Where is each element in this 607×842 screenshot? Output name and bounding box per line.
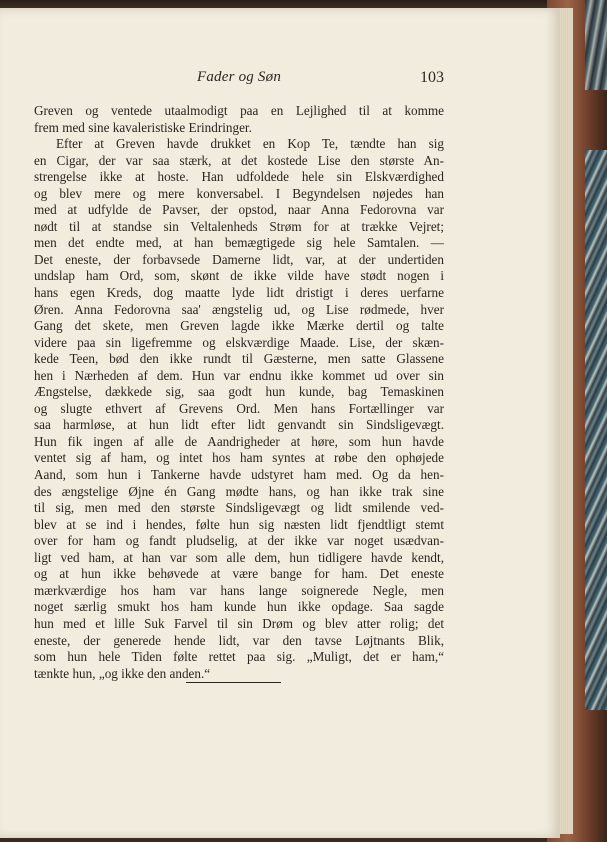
text-line: Øren. Anna Fedorovna saa' ængstelig ud, og Lise rødmede, hver: [34, 301, 444, 317]
marbled-cover-side: [585, 150, 607, 710]
marbled-cover-top: [585, 0, 607, 90]
text-line: Ængstelse, dækkede sig, saa godt hun kunde, bag Temaskinen: [34, 384, 444, 400]
text-line: Greven og ventede utaalmodigt paa en Lejlighed til at komme: [34, 103, 444, 118]
text-line: Aand, som hun i Tankerne havde udstyret ham med. Og da hen-: [34, 467, 444, 483]
text-line: og slugte ethvert af Grevens Ord. Men hans Fortællinger var: [34, 400, 444, 416]
body-text: [34, 103, 444, 682]
text-line: ligt ved ham, at han var som alle dem, hun tidligere havde kendt,: [34, 549, 444, 565]
page-number: 103: [420, 69, 444, 86]
text-line: hun med et lille Suk Farvel til sin Drøm og blev atter rolig; det: [34, 615, 444, 631]
text-line: og blev mere og mere konversabel. I Begyndelsen nøjedes han: [34, 185, 444, 201]
text-line: mærkværdige hos ham var hans lange soignerede Negle, men: [34, 582, 444, 598]
text-line: til sig, men med den største Sindsligevægt og lidt smilende ved-: [34, 500, 444, 516]
text-line: saa harmløse, at hun lidt efter lidt genvandt sin Sindsligevægt.: [34, 417, 444, 433]
text-line: videre paa sin ligefremme og elskværdige Maade. Lise, der skæn-: [34, 334, 444, 350]
text-line: eneste, der generede hende lidt, var den tavse Løjtnants Blik,: [34, 632, 444, 648]
text-line: Efter at Greven havde drukket en Kop Te, tændte han sig: [56, 136, 444, 152]
text-line: nødt til at standse sin Veltalenheds Strøm for at trække Vejret;: [34, 218, 444, 234]
text-line: undslap ham Ord, som, skønt de ikke vilde have stødt nogen i: [34, 268, 444, 284]
text-line: frem med sine kavaleristiske Erindringer.: [34, 119, 252, 135]
text-line: og at hun ikke behøvede at være bange for ham. Det eneste: [34, 566, 444, 582]
text-line: Hun fik ingen af alle de Aandrigheder at høre, som hun havde: [34, 433, 444, 449]
text-line: kede Teen, bød den ikke rundt til Gæsterne, men satte Glassene: [34, 351, 444, 367]
text-line: ventet sig af ham, og intet hos ham syntes at røbe den ophøjede: [34, 450, 444, 466]
text-line: hans egen Kreds, dog maatte lyde lidt dristigt i deres uerfarne: [34, 285, 444, 301]
text-line: som hun hele Tiden følte rettet paa sig. „Muligt, det er ham,“: [34, 649, 444, 665]
text-line: strengelse ikke at hoste. Han udfoldede hele sin Elskværdighed: [34, 169, 444, 185]
text-line: noget særlig smukt hos ham kunde hun ikke opdage. Saa sagde: [34, 599, 444, 615]
text-line: hen i Nærheden af dem. Hun var endnu ikke kommet ud over sin: [34, 367, 444, 383]
section-end-rule: [186, 682, 281, 683]
page-header: [34, 69, 444, 89]
text-line: men det endte med, at han bemægtigede sig hele Samtalen. —: [34, 235, 444, 251]
text-line: Det eneste, der forbavsede Damerne lidt, var, at der undertiden: [34, 251, 444, 267]
running-title: Fader og Søn: [196, 69, 282, 85]
text-line: tænkte hun, „og ikke den anden.“: [34, 665, 211, 681]
text-line: des ængstelige Øjne én Gang mødte hans, og han ikke trak sine: [34, 483, 444, 499]
text-line: Gang det skete, men Greven lagde ikke Mærke dertil og talte: [34, 318, 444, 334]
text-line: over for ham og fandt pludselig, at der ikke var noget usædvan-: [34, 533, 444, 549]
text-line: en Cigar, der var saa stærk, at det kostede Lise den største An-: [34, 152, 444, 168]
text-line: med at udfylde de Pavser, der opstod, naar Anna Fedorovna var: [34, 202, 444, 218]
text-line: blev at se ind i hendes, følte hun sig næsten lidt fjendtligt stemt: [34, 516, 444, 532]
